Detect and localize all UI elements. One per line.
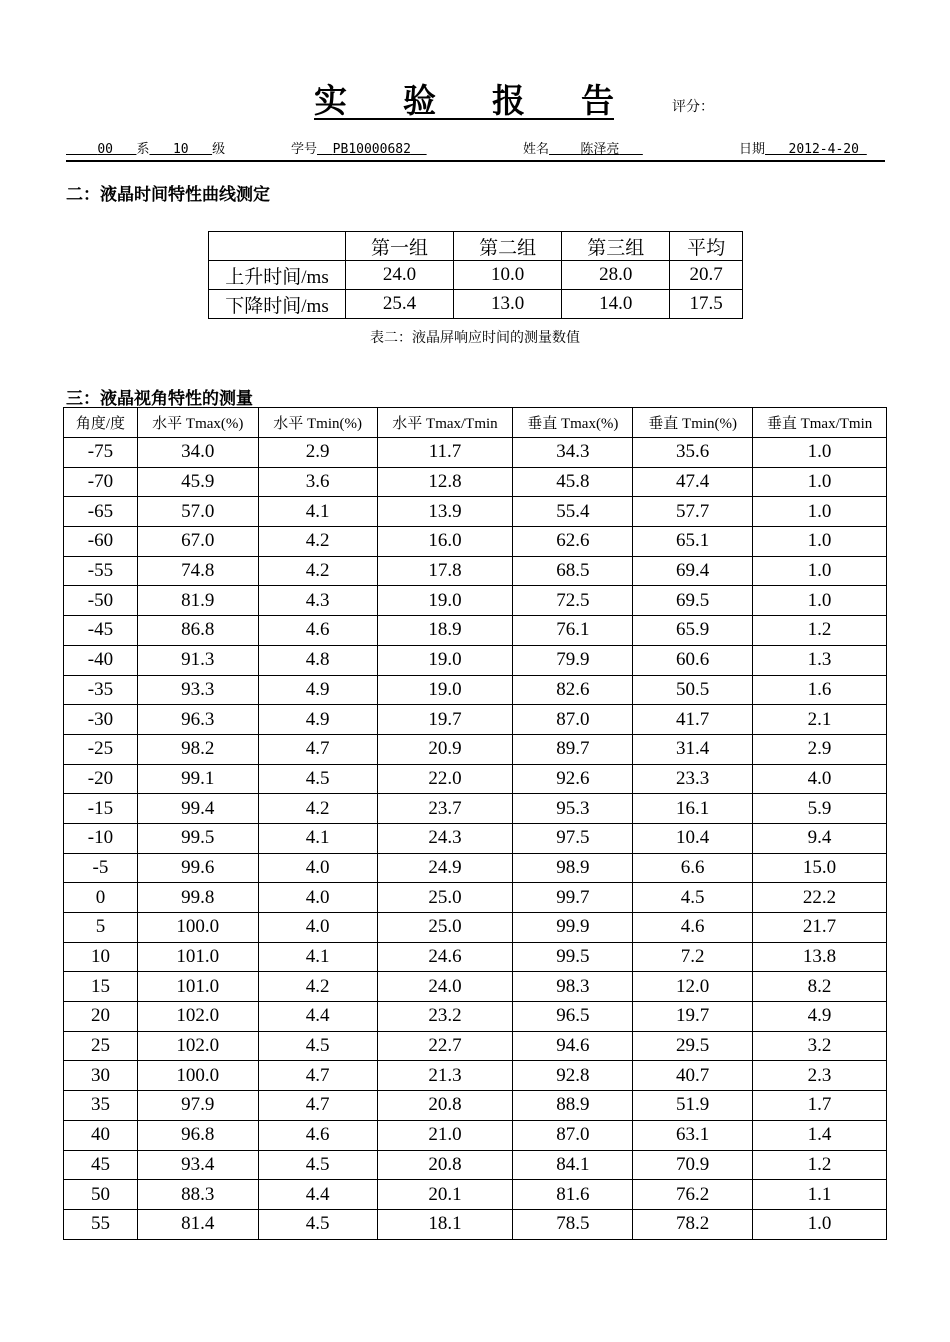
table-cell: 4.9 [258,675,377,705]
table-cell: 1.0 [753,586,887,616]
viewing-angle-table [63,407,887,1240]
table-cell: 4.1 [258,942,377,972]
table-cell: 45.9 [137,467,258,497]
table-cell: -60 [64,527,138,557]
table-cell: 50 [64,1180,138,1210]
table-cell: 76.2 [633,1180,753,1210]
table-cell: 16.0 [377,527,513,557]
table-cell: -50 [64,586,138,616]
table-cell: 4.3 [258,586,377,616]
table-cell: 21.7 [753,913,887,943]
table-cell: 2.9 [753,734,887,764]
table-cell: 4.2 [258,972,377,1002]
table-cell: 98.3 [513,972,633,1002]
table-cell: 34.3 [513,438,633,468]
table-cell: 4.1 [258,497,377,527]
table-cell: 20.1 [377,1180,513,1210]
table-cell: 78.5 [513,1209,633,1239]
table-cell: 76.1 [513,616,633,646]
report-title [314,78,614,120]
table-cell: 20.8 [377,1091,513,1121]
table-cell: 50.5 [633,675,753,705]
table-cell: 9.4 [753,823,887,853]
table-row [64,823,887,853]
table-cell: 20.7 [670,261,743,290]
table-cell: 96.5 [513,1002,633,1032]
table-cell: 81.4 [137,1209,258,1239]
table-row [64,438,887,468]
table-cell: 89.7 [513,734,633,764]
table-header-cell: 水平 Tmin(%) [258,408,377,438]
table-row [64,913,887,943]
table-cell: 4.6 [258,616,377,646]
table-cell: 99.5 [513,942,633,972]
table-cell: 19.0 [377,645,513,675]
table-cell: 51.9 [633,1091,753,1121]
table-cell: 40.7 [633,1061,753,1091]
table-row [64,853,887,883]
table-cell: 87.0 [513,1120,633,1150]
dept-field [66,138,225,157]
table-cell: 60.6 [633,645,753,675]
student-info-line [66,136,885,162]
date-field [739,138,867,157]
table-row [64,527,887,557]
table-row [64,616,887,646]
table-cell: 67.0 [137,527,258,557]
name-label: 姓名 [523,142,550,157]
table-cell: 21.0 [377,1120,513,1150]
title-char: 告 [581,83,614,120]
table-cell: 22.2 [753,883,887,913]
table-cell: 8.2 [753,972,887,1002]
table-cell: 4.8 [258,645,377,675]
table-cell: 82.6 [513,675,633,705]
table-cell: 97.5 [513,823,633,853]
table-cell: -15 [64,794,138,824]
table-cell: 88.3 [137,1180,258,1210]
table-cell: 41.7 [633,705,753,735]
table-cell: 24.0 [346,261,454,290]
table-cell: -10 [64,823,138,853]
table-cell: 96.3 [137,705,258,735]
table-cell: 69.5 [633,586,753,616]
table-cell: 29.5 [633,1031,753,1061]
name-value: 陈泽亮 [580,142,620,157]
date-value: 2012-4-20 [788,142,859,157]
table-header-cell: 垂直 Tmin(%) [633,408,753,438]
grade-label: 级 [212,142,226,157]
table-cell: 10.4 [633,823,753,853]
table-cell: 45 [64,1150,138,1180]
table-cell: 23.7 [377,794,513,824]
table-cell: 57.0 [137,497,258,527]
table-cell: 78.2 [633,1209,753,1239]
table-cell: 4.5 [258,1031,377,1061]
table-cell: 84.1 [513,1150,633,1180]
table-cell: 34.0 [137,438,258,468]
table-cell: 98.2 [137,734,258,764]
table-row [64,1031,887,1061]
table-header-cell: 第一组 [346,232,454,261]
table-cell: 6.6 [633,853,753,883]
table-cell: 1.2 [753,1150,887,1180]
table-cell: 4.2 [258,794,377,824]
table-row [64,883,887,913]
table-cell: 25 [64,1031,138,1061]
table-header-cell [209,232,346,261]
table-cell: 4.5 [258,764,377,794]
table-cell: 62.6 [513,527,633,557]
dept-label: 系 [136,142,150,157]
table-row [64,1150,887,1180]
table-cell: -25 [64,734,138,764]
dept-value: 00 [97,142,113,157]
table-cell: 19.7 [377,705,513,735]
table-cell: 24.0 [377,972,513,1002]
table-header-cell: 垂直 Tmax/Tmin [753,408,887,438]
table-cell: 98.9 [513,853,633,883]
table-cell: 79.9 [513,645,633,675]
table-cell: 100.0 [137,913,258,943]
table-cell: 55.4 [513,497,633,527]
viewing-angle-body [64,438,887,1240]
table-cell: 1.0 [753,438,887,468]
table-row [64,705,887,735]
table-row [209,290,743,319]
response-time-body [209,261,743,319]
table-row [64,1061,887,1091]
table-cell: -40 [64,645,138,675]
table-cell: 22.0 [377,764,513,794]
score-label: 评分： [672,100,714,115]
table-cell: -30 [64,705,138,735]
table-cell: 99.7 [513,883,633,913]
table-cell: 1.0 [753,527,887,557]
table-cell: 81.9 [137,586,258,616]
table-cell: 4.0 [753,764,887,794]
table-cell: -70 [64,467,138,497]
table-cell: 18.1 [377,1209,513,1239]
table-cell: 92.6 [513,764,633,794]
table-row [64,942,887,972]
table-cell: 30 [64,1061,138,1091]
table-cell: 4.4 [258,1002,377,1032]
table-cell: 1.0 [753,497,887,527]
table-header-cell: 垂直 Tmax(%) [513,408,633,438]
table-cell: -35 [64,675,138,705]
table-cell: 2.9 [258,438,377,468]
table-cell: 92.8 [513,1061,633,1091]
table-row [209,261,743,290]
table-cell: 99.9 [513,913,633,943]
table-cell: 1.1 [753,1180,887,1210]
table-row [64,586,887,616]
table-cell: 88.9 [513,1091,633,1121]
table-cell: 21.3 [377,1061,513,1091]
title-char: 报 [492,83,525,120]
table-cell: 1.0 [753,1209,887,1239]
table-cell: 96.8 [137,1120,258,1150]
table-row [64,1120,887,1150]
table-cell: 31.4 [633,734,753,764]
table-cell: 4.9 [258,705,377,735]
table-cell: 上升时间/ms [209,261,346,290]
table-cell: 13.0 [454,290,562,319]
table-cell: 15 [64,972,138,1002]
table-cell: 99.1 [137,764,258,794]
table-cell: 20.9 [377,734,513,764]
table-cell: 1.0 [753,556,887,586]
table-cell: 13.9 [377,497,513,527]
table-cell: 4.9 [753,1002,887,1032]
table-cell: 99.8 [137,883,258,913]
table-cell: 2.3 [753,1061,887,1091]
table-cell: 45.8 [513,467,633,497]
table-cell: 1.7 [753,1091,887,1121]
table-cell: 1.4 [753,1120,887,1150]
table-cell: 4.0 [258,913,377,943]
table-cell: 35.6 [633,438,753,468]
table-cell: -55 [64,556,138,586]
report-header [0,78,950,122]
table-row [64,556,887,586]
table-cell: 4.7 [258,734,377,764]
table-cell: -45 [64,616,138,646]
table-cell: 69.4 [633,556,753,586]
table-row [64,467,887,497]
table-cell: 63.1 [633,1120,753,1150]
table-cell: 35 [64,1091,138,1121]
table-cell: 17.5 [670,290,743,319]
table-cell: 47.4 [633,467,753,497]
table-cell: 68.5 [513,556,633,586]
table-cell: 95.3 [513,794,633,824]
table-row [64,675,887,705]
table-cell: 23.2 [377,1002,513,1032]
table-cell: 72.5 [513,586,633,616]
table-cell: 102.0 [137,1031,258,1061]
table-cell: 0 [64,883,138,913]
table-cell: 23.3 [633,764,753,794]
table-cell: 3.2 [753,1031,887,1061]
table-cell: 10 [64,942,138,972]
table-row [64,1091,887,1121]
table-cell: 17.8 [377,556,513,586]
date-label: 日期 [739,142,766,157]
table-cell: 4.6 [633,913,753,943]
name-field [523,138,643,157]
table-cell: -5 [64,853,138,883]
table-cell: 4.6 [258,1120,377,1150]
table-cell: 99.4 [137,794,258,824]
table-cell: 4.0 [258,883,377,913]
table-cell: 2.1 [753,705,887,735]
table-cell: 22.7 [377,1031,513,1061]
section3-heading: 三：液晶视角特性的测量 [66,389,253,408]
table-cell: 11.7 [377,438,513,468]
table-cell: 4.7 [258,1091,377,1121]
table-row [64,1180,887,1210]
table-cell: 4.0 [258,853,377,883]
title-char: 验 [403,83,436,120]
table-cell: 99.6 [137,853,258,883]
table-cell: 40 [64,1120,138,1150]
table-cell: 74.8 [137,556,258,586]
table-cell: 14.0 [562,290,670,319]
table-cell: 87.0 [513,705,633,735]
table-row [64,497,887,527]
table-row [64,794,887,824]
table-cell: 19.0 [377,675,513,705]
table-cell: 1.6 [753,675,887,705]
table-row [64,972,887,1002]
table-cell: 28.0 [562,261,670,290]
table-cell: 25.0 [377,883,513,913]
table-cell: 65.1 [633,527,753,557]
student-id-field [291,138,427,157]
table-cell: 4.7 [258,1061,377,1091]
table-cell: 24.3 [377,823,513,853]
table-cell: 4.5 [633,883,753,913]
table-cell: 97.9 [137,1091,258,1121]
table-cell: 1.0 [753,467,887,497]
table-cell: 18.9 [377,616,513,646]
table-cell: 5.9 [753,794,887,824]
table-cell: 100.0 [137,1061,258,1091]
table-header-row [209,232,743,261]
table-cell: 4.2 [258,556,377,586]
table-cell: 24.6 [377,942,513,972]
table-header-cell: 水平 Tmax/Tmin [377,408,513,438]
table-row [64,1002,887,1032]
table-cell: 4.5 [258,1150,377,1180]
table-cell: 3.6 [258,467,377,497]
table-cell: 1.3 [753,645,887,675]
grade-value: 10 [172,142,189,157]
table-cell: 4.4 [258,1180,377,1210]
table-cell: 20.8 [377,1150,513,1180]
table-cell: 99.5 [137,823,258,853]
table-cell: 4.5 [258,1209,377,1239]
table-cell: 65.9 [633,616,753,646]
table-cell: 93.4 [137,1150,258,1180]
student-id-value: PB10000682 [332,142,411,157]
table-cell: 15.0 [753,853,887,883]
table-cell: -20 [64,764,138,794]
table-header-cell: 第三组 [562,232,670,261]
table-cell: 91.3 [137,645,258,675]
response-time-table [208,231,743,319]
table-cell: 1.2 [753,616,887,646]
table-cell: 93.3 [137,675,258,705]
table-cell: 下降时间/ms [209,290,346,319]
table-cell: 7.2 [633,942,753,972]
table-cell: 55 [64,1209,138,1239]
table-cell: 5 [64,913,138,943]
student-id-label: 学号 [291,142,318,157]
table-row [64,734,887,764]
table-cell: 57.7 [633,497,753,527]
table-cell: 102.0 [137,1002,258,1032]
table-cell: 25.0 [377,913,513,943]
table-row [64,764,887,794]
table-header-cell: 平均 [670,232,743,261]
table-cell: 4.2 [258,527,377,557]
table-cell: 86.8 [137,616,258,646]
table-cell: 10.0 [454,261,562,290]
table-cell: 12.0 [633,972,753,1002]
table-header-cell: 第二组 [454,232,562,261]
table-row [64,645,887,675]
table2-caption: 表二：液晶屏响应时间的测量数值 [370,331,580,346]
table-cell: 94.6 [513,1031,633,1061]
table-cell: 101.0 [137,972,258,1002]
table-header-cell: 水平 Tmax(%) [137,408,258,438]
table-cell: 19.7 [633,1002,753,1032]
table-header-cell: 角度/度 [64,408,138,438]
table-cell: 16.1 [633,794,753,824]
table-cell: 24.9 [377,853,513,883]
table-row [64,1209,887,1239]
table-cell: 19.0 [377,586,513,616]
table-cell: 25.4 [346,290,454,319]
table-cell: 20 [64,1002,138,1032]
title-char: 实 [314,83,347,120]
table-cell: 12.8 [377,467,513,497]
table-cell: 13.8 [753,942,887,972]
table-cell: -65 [64,497,138,527]
table-cell: 101.0 [137,942,258,972]
table-header-row [64,408,887,438]
table-cell: 70.9 [633,1150,753,1180]
table-cell: -75 [64,438,138,468]
section2-heading: 二：液晶时间特性曲线测定 [66,185,270,204]
table-cell: 4.1 [258,823,377,853]
table-cell: 81.6 [513,1180,633,1210]
